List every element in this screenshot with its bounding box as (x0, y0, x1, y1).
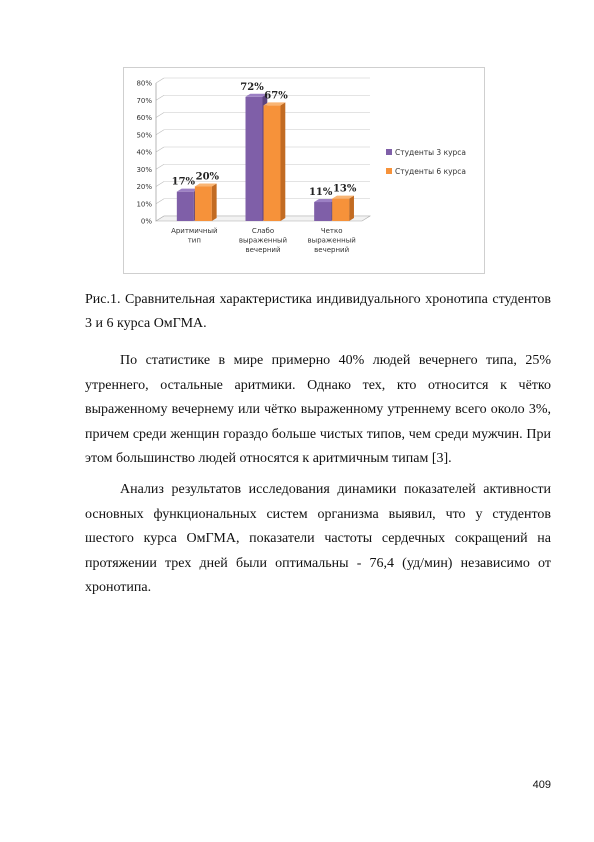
bar-side (212, 184, 217, 222)
bar-front (332, 199, 349, 221)
x-category-label: вечерний (245, 246, 281, 254)
y-tick-label: 60% (136, 114, 152, 122)
data-label: 20% (195, 171, 220, 183)
gridline-depth (156, 147, 164, 152)
legend-label: Студенты 6 курса (395, 167, 467, 176)
legend-label: Студенты 3 курса (395, 148, 467, 157)
x-category-label: выраженный (307, 236, 356, 245)
gridline-depth (156, 164, 164, 169)
gridline-depth (156, 78, 164, 83)
chart-frame (123, 67, 485, 274)
x-category-label: вечерний (314, 246, 350, 254)
legend-swatch (386, 149, 392, 155)
gridline-depth (156, 199, 164, 204)
x-category-label: тип (187, 236, 201, 245)
data-label: 11% (308, 187, 333, 199)
data-label: 67% (264, 90, 288, 102)
x-category-label: Слабо (251, 227, 275, 235)
figure-caption: Рис.1. Сравнительная характеристика индивидуального хронотипа студентов 3 и 6 курса ОмГМА. (85, 292, 551, 331)
paragraph-statistics: По статистике в мире примерно 40% людей вечернего типа, 25% утреннего, остальные аритмики. Однако тех, кто относится к чётко выраженному вечернему или чётко выраженному утреннему всего около 3%, причем среди женщин гораздо больше чистых типов, чем среди мужчин. При этом большинство людей относятся к аритмичным типам [3]. (85, 353, 551, 466)
y-tick-label: 40% (136, 148, 152, 157)
gridline-depth (156, 182, 164, 187)
bar-front (195, 187, 212, 222)
bar-front (314, 202, 331, 221)
page-number: 409 (532, 779, 551, 791)
y-tick-label: 80% (136, 79, 152, 88)
x-category-label: выраженный (238, 236, 288, 245)
y-tick-label: 20% (136, 183, 152, 191)
gridline-depth (156, 95, 164, 100)
gridline-depth (156, 130, 164, 135)
y-tick-label: 70% (136, 96, 152, 105)
y-tick-label: 50% (136, 131, 152, 140)
bar-side (281, 102, 286, 221)
x-category-label: Четко (320, 227, 343, 235)
gridline-depth (156, 113, 164, 118)
paragraph-analysis: Анализ результатов исследования динамики показателей активности основных функциональных систем организма выявил, что у студентов шестого курса ОмГМА, показатели частоты сердечных сокращений на протяжении трех дней были оптимальны - 76,4 (уд/мин) независимо от хронотипа. (85, 482, 551, 595)
chronotype-bar-chart (124, 68, 484, 273)
data-label: 17% (171, 176, 196, 188)
bar-front (177, 192, 194, 221)
data-label: 13% (332, 183, 357, 195)
y-tick-label: 0% (140, 217, 152, 226)
data-label: 72% (240, 81, 264, 93)
y-tick-label: 30% (136, 165, 152, 174)
bar-front (246, 97, 263, 221)
legend-swatch (386, 168, 392, 174)
bar-side (349, 196, 354, 221)
x-category-label: Аритмичный (171, 227, 218, 235)
y-tick-label: 10% (136, 200, 152, 209)
bar-front (264, 105, 281, 221)
